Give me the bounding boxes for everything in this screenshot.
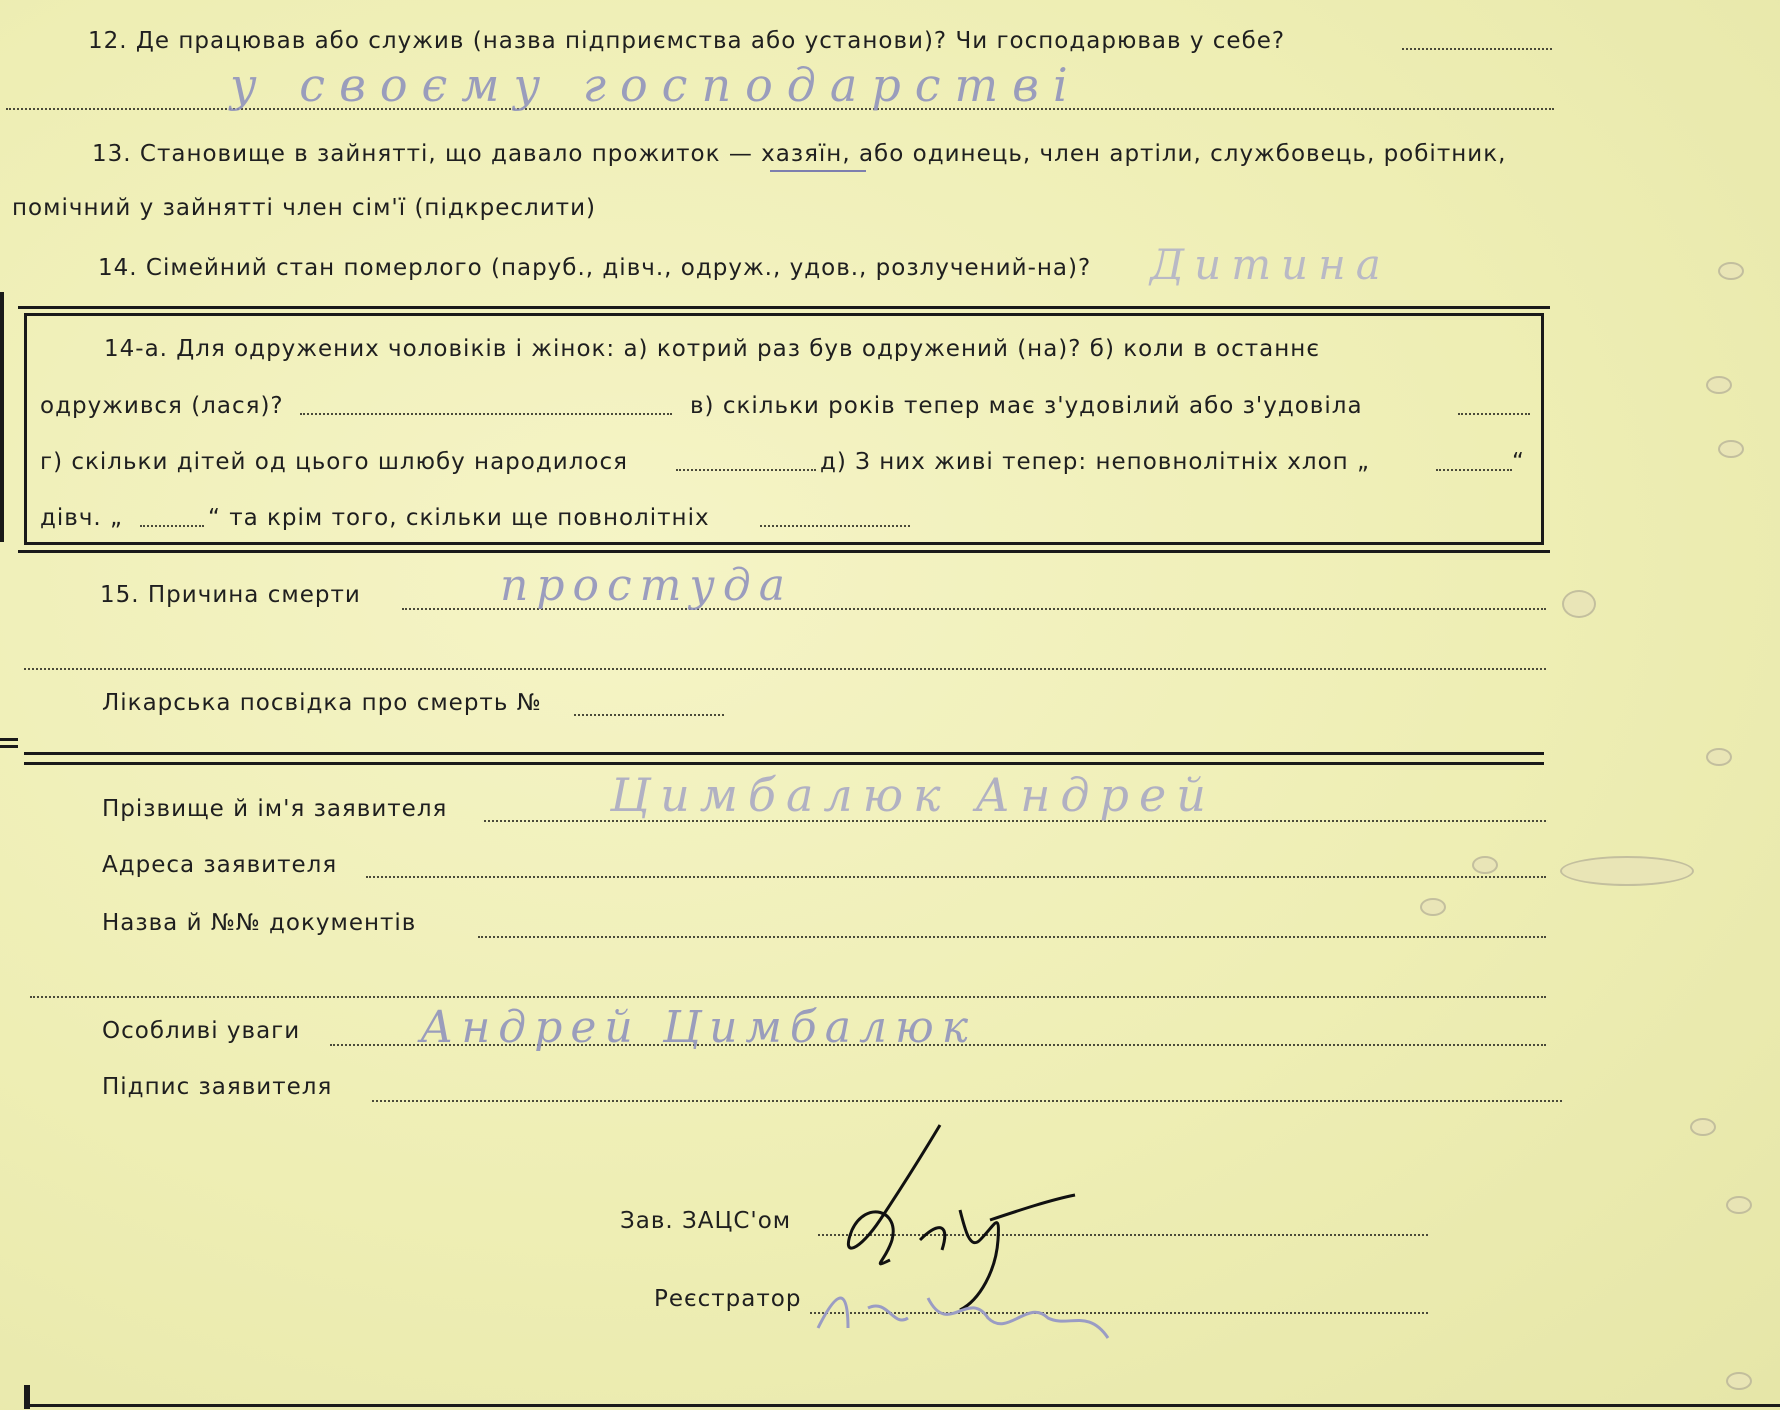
q14a-line3-c: “ <box>1512 449 1525 475</box>
paper-spot <box>1718 262 1744 280</box>
certificate-label: Лікарська посвідка про смерть № <box>102 690 542 716</box>
paper-spot <box>1726 1372 1752 1390</box>
paper-spot <box>1706 376 1732 394</box>
registrar-label: Реєстратор <box>654 1286 802 1312</box>
q13-underline-hazyain <box>770 170 866 172</box>
certificate-dotted-line <box>574 714 724 716</box>
q14a-line4-dots2 <box>760 525 910 527</box>
q14a-line2-dots1 <box>300 413 672 415</box>
q14a-line2-b: в) скільки років тепер має з'удовілий або з'удовіла <box>690 393 1363 419</box>
q15-second-line <box>24 668 1546 670</box>
q14a-line2-dots2 <box>1458 413 1530 415</box>
q14a-line3-dots2 <box>1436 469 1512 471</box>
box-bottom-rule <box>18 550 1550 553</box>
q12-label: 12. Де працював або служив (назва підприємства або установи)? Чи господарював у себе? <box>88 28 1286 54</box>
q14a-line3-a: г) скільки дітей од цього шлюбу народилося <box>40 449 628 475</box>
documents-second-line <box>30 996 1546 998</box>
bottom-edge-rule <box>30 1404 1780 1407</box>
signature-line <box>372 1100 1562 1102</box>
address-line <box>366 876 1546 878</box>
paper-spot <box>1472 856 1498 874</box>
left-edge-mark <box>0 292 4 542</box>
q15-answer: простуда <box>500 560 794 611</box>
paper-spot <box>1726 1196 1752 1214</box>
q15-label: 15. Причина смерти <box>100 582 361 608</box>
q14a-line4-a: дівч. „ <box>40 505 123 531</box>
address-label: Адреса заявителя <box>102 852 338 878</box>
left-edge-mark <box>0 738 18 741</box>
q14a-line3-b: д) З них живі тепер: неповнолітніх хлоп „ <box>820 449 1370 475</box>
section-double-rule-2 <box>24 762 1544 765</box>
q13-label-line1: 13. Становище в зайнятті, що давало прожиток — хазяїн, або одинець, член артіли, службовець, робітник, <box>92 141 1507 167</box>
q14a-line2-a: одружився (лася)? <box>40 393 284 419</box>
documents-line <box>478 936 1546 938</box>
paper-spot <box>1706 748 1732 766</box>
paper-spot <box>1562 590 1596 618</box>
left-edge-mark <box>0 745 18 748</box>
paper-spot <box>1560 856 1694 886</box>
q12-dotted-line <box>1402 48 1552 50</box>
head-zags-label: Зав. ЗАЦС'ом <box>620 1208 792 1234</box>
box-top-rule <box>18 306 1550 309</box>
notes-value: Андрей Цимбалюк <box>420 1002 977 1053</box>
q14-label: 14. Сімейний стан померлого (паруб., дівч., одруж., удов., розлучений-на)? <box>98 255 1092 281</box>
q14a-line1: 14-а. Для одружених чоловіків і жінок: а) котрий раз був одружений (на)? б) коли в останнє <box>104 336 1320 362</box>
q14a-line4-b: “ та крім того, скільки ще повнолітніх <box>208 505 710 531</box>
q13-label-line2: помічний у зайнятті член сім'ї (підкреслити) <box>12 195 597 221</box>
applicant-name-value: Цимбалюк Андрей <box>610 768 1216 822</box>
q12-answer: у своєму господарстві <box>230 58 1082 112</box>
signature-label: Підпис заявителя <box>102 1074 333 1100</box>
q14-answer: Дитина <box>1150 240 1391 289</box>
q14a-line4-dots1 <box>140 525 204 527</box>
paper-spot <box>1420 898 1446 916</box>
section-double-rule-1 <box>24 752 1544 755</box>
paper-spot <box>1718 440 1744 458</box>
documents-label: Назва й №№ документів <box>102 910 417 936</box>
notes-label: Особливі уваги <box>102 1018 301 1044</box>
q14a-line3-dots1 <box>676 469 816 471</box>
applicant-name-label: Прізвище й ім'я заявителя <box>102 796 448 822</box>
paper-spot <box>1690 1118 1716 1136</box>
registrar-signature <box>808 1268 1128 1358</box>
